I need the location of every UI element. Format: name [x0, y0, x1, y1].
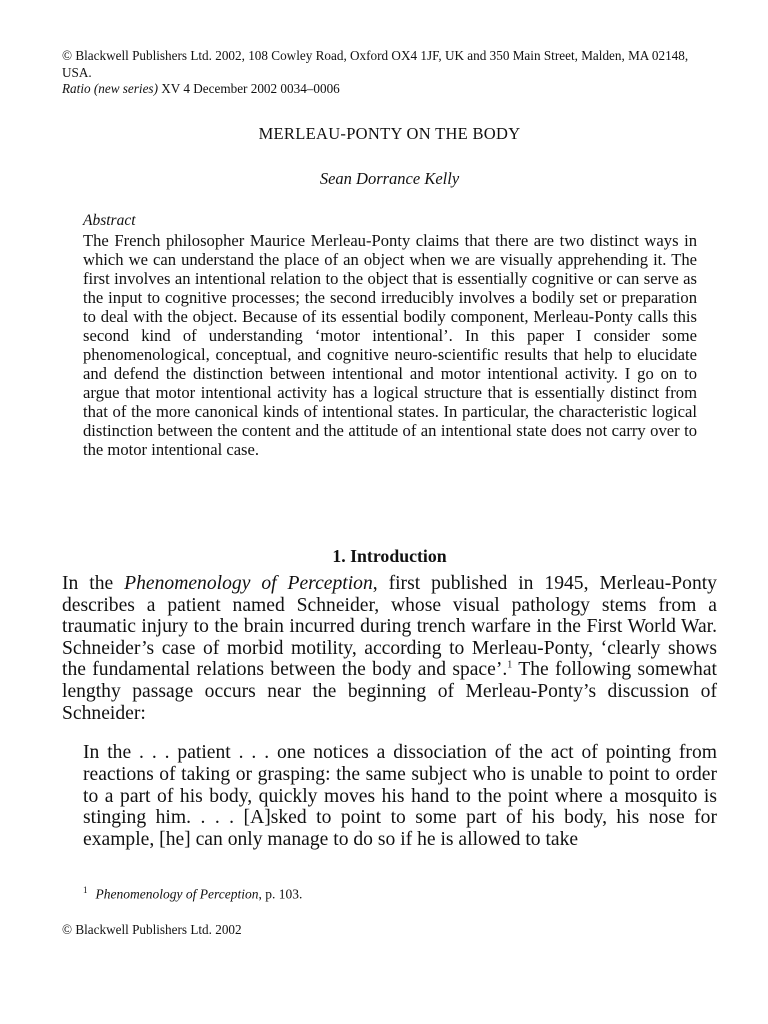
- intro-paragraph: [62, 573, 717, 724]
- footer-copyright: © Blackwell Publishers Ltd. 2002: [62, 922, 242, 937]
- article-page: [62, 0, 717, 1024]
- intro-text-middle: , first published in 1945, Merleau-Ponty describes a patient named Schneider, whose visual pathology stems from a traumatic injury to the brain incurred during trench warfare in the First World War. Schneider’s case of morbid motility, according to Merleau-Ponty, ‘clearly shows the fundamental relations between the body and space’.: [62, 573, 717, 681]
- footnote-text: , p. 103.: [258, 886, 303, 902]
- intro-text-before: In the: [62, 573, 125, 594]
- footnote-book-title: Phenomenology of Perception: [95, 886, 259, 902]
- abstract-text: The French philosopher Maurice Merleau-Ponty claims that there are two distinct ways in which we can understand the place of an object when we are visually apprehending it. The first involves an intentional relation to the object that is essentially cognitive or can serve as the input to cognitive processes; the second irreducibly involves a bodily set or preparation to deal with the object. Because of its essential bodily component, Merleau-Ponty calls this second kind of understanding ‘motor intentional’. In this paper I consider some phenomenological, conceptual, and cognitive neuro-scientific results that help to elucidate and defend the distinction between intentional and motor intentional activity. I go on to argue that motor intentional activity has a logical structure that is essentially distinct from that of the more canonical kinds of intentional states. In particular, the characteristic logical distinction between the content and the attitude of an intentional state does not carry over to the motor intentional case.: [83, 231, 697, 459]
- abstract-block: [83, 211, 697, 459]
- footnote-reference[interactable]: 1: [507, 659, 513, 671]
- section-heading: 1. Introduction: [332, 546, 447, 566]
- journal-name: Ratio (new series): [62, 81, 158, 96]
- footnote: [83, 885, 717, 903]
- article-title: MERLEAU-PONTY ON THE BODY: [258, 124, 521, 143]
- book-title: Phenomenology of Perception: [124, 573, 373, 594]
- journal-issue: XV 4 December 2002 0034–0006: [161, 81, 340, 96]
- footnote-number: 1: [83, 885, 88, 895]
- article-author: Sean Dorrance Kelly: [319, 169, 460, 188]
- publisher-line: © Blackwell Publishers Ltd. 2002, 108 Cowley Road, Oxford OX4 1JF, UK and 350 Main Street, Malden, MA 02148, USA.: [62, 48, 689, 80]
- block-quote: In the . . . patient . . . one notices a dissociation of the act of pointing from reactions of taking or grasping: the same subject who is unable to point to order to a part of his body, quickly moves his hand to the point where a mosquito is stinging him. . . . [A]sked to point to some part of his body, his nose for example, [he] can only manage to do so if he is allowed to take: [83, 742, 717, 851]
- journal-line: [62, 81, 717, 98]
- intro-text-after: The following somewhat lengthy passage occurs near the beginning of Merleau-Ponty’s discussion of Schneider:: [62, 659, 717, 724]
- publisher-info: [62, 48, 717, 98]
- abstract-heading: Abstract: [83, 212, 136, 229]
